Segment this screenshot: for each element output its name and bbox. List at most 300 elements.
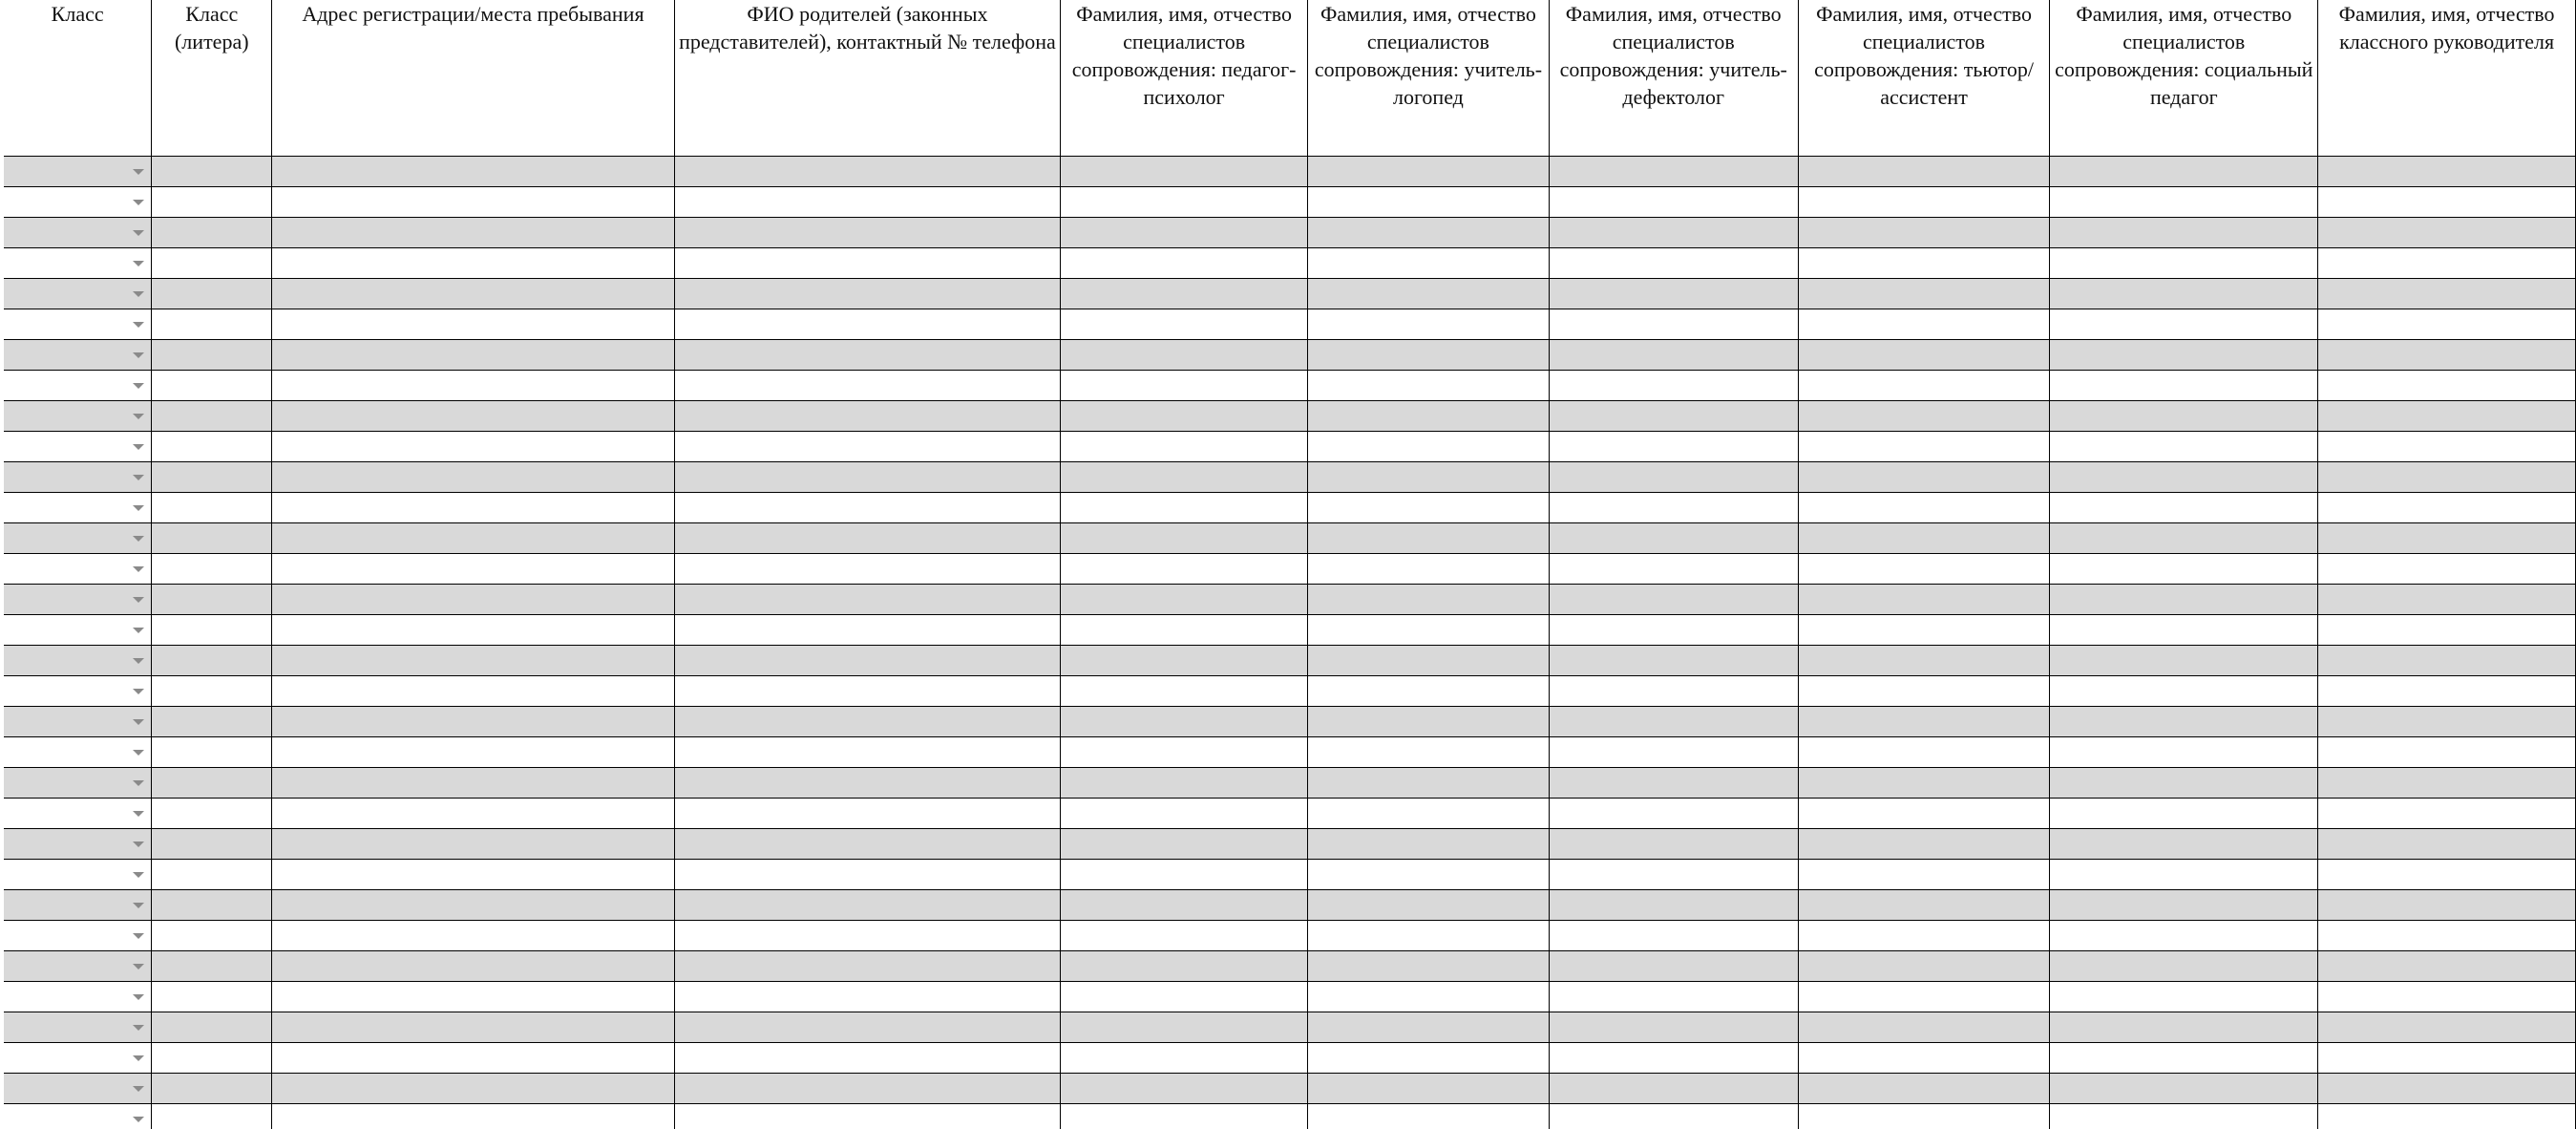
chevron-down-icon[interactable] xyxy=(133,169,144,175)
cell-address[interactable] xyxy=(272,156,674,186)
cell-defectologist[interactable] xyxy=(1549,156,1798,186)
cell-psychologist[interactable] xyxy=(1061,309,1308,339)
cell-social-pedagogue[interactable] xyxy=(2050,798,2318,828)
cell-class-letter[interactable] xyxy=(152,400,272,431)
cell-speech-therapist[interactable] xyxy=(1308,431,1550,461)
cell-social-pedagogue[interactable] xyxy=(2050,706,2318,736)
cell-speech-therapist[interactable] xyxy=(1308,522,1550,553)
cell-parents[interactable] xyxy=(674,217,1061,247)
cell-class-letter[interactable] xyxy=(152,522,272,553)
cell-address[interactable] xyxy=(272,950,674,981)
cell-address[interactable] xyxy=(272,920,674,950)
cell-class-letter[interactable] xyxy=(152,1012,272,1042)
cell-class[interactable] xyxy=(4,859,152,889)
column-header-social-pedagogue[interactable]: Фамилия, имя, отчество специалистов сопровождения: социальный педагог xyxy=(2050,0,2318,156)
cell-class-teacher[interactable] xyxy=(2318,828,2576,859)
cell-class[interactable] xyxy=(4,1042,152,1073)
cell-class[interactable] xyxy=(4,400,152,431)
column-header-defectologist[interactable]: Фамилия, имя, отчество специалистов сопровождения: учитель-дефектолог xyxy=(1549,0,1798,156)
cell-speech-therapist[interactable] xyxy=(1308,859,1550,889)
cell-psychologist[interactable] xyxy=(1061,981,1308,1012)
cell-parents[interactable] xyxy=(674,798,1061,828)
chevron-down-icon[interactable] xyxy=(133,964,144,969)
cell-parents[interactable] xyxy=(674,309,1061,339)
cell-class[interactable] xyxy=(4,614,152,645)
cell-psychologist[interactable] xyxy=(1061,675,1308,706)
cell-social-pedagogue[interactable] xyxy=(2050,339,2318,370)
cell-address[interactable] xyxy=(272,278,674,309)
chevron-down-icon[interactable] xyxy=(133,200,144,205)
cell-psychologist[interactable] xyxy=(1061,1012,1308,1042)
cell-address[interactable] xyxy=(272,1103,674,1129)
cell-class-teacher[interactable] xyxy=(2318,492,2576,522)
cell-address[interactable] xyxy=(272,614,674,645)
cell-address[interactable] xyxy=(272,828,674,859)
cell-speech-therapist[interactable] xyxy=(1308,309,1550,339)
cell-speech-therapist[interactable] xyxy=(1308,1012,1550,1042)
cell-social-pedagogue[interactable] xyxy=(2050,431,2318,461)
cell-social-pedagogue[interactable] xyxy=(2050,950,2318,981)
cell-address[interactable] xyxy=(272,217,674,247)
cell-class-teacher[interactable] xyxy=(2318,889,2576,920)
cell-address[interactable] xyxy=(272,981,674,1012)
cell-class-letter[interactable] xyxy=(152,798,272,828)
cell-tutor[interactable] xyxy=(1798,400,2050,431)
cell-tutor[interactable] xyxy=(1798,553,2050,584)
chevron-down-icon[interactable] xyxy=(133,1025,144,1031)
cell-class-letter[interactable] xyxy=(152,859,272,889)
cell-social-pedagogue[interactable] xyxy=(2050,1103,2318,1129)
cell-address[interactable] xyxy=(272,553,674,584)
cell-class-teacher[interactable] xyxy=(2318,950,2576,981)
cell-class-letter[interactable] xyxy=(152,217,272,247)
cell-speech-therapist[interactable] xyxy=(1308,1073,1550,1103)
cell-speech-therapist[interactable] xyxy=(1308,492,1550,522)
cell-parents[interactable] xyxy=(674,156,1061,186)
cell-class[interactable] xyxy=(4,431,152,461)
cell-class-letter[interactable] xyxy=(152,1073,272,1103)
cell-social-pedagogue[interactable] xyxy=(2050,920,2318,950)
cell-class[interactable] xyxy=(4,981,152,1012)
cell-tutor[interactable] xyxy=(1798,828,2050,859)
cell-psychologist[interactable] xyxy=(1061,736,1308,767)
cell-parents[interactable] xyxy=(674,889,1061,920)
chevron-down-icon[interactable] xyxy=(133,811,144,817)
cell-social-pedagogue[interactable] xyxy=(2050,1073,2318,1103)
chevron-down-icon[interactable] xyxy=(133,505,144,511)
cell-defectologist[interactable] xyxy=(1549,1103,1798,1129)
column-header-psychologist[interactable]: Фамилия, имя, отчество специалистов сопровождения: педагог-психолог xyxy=(1061,0,1308,156)
cell-parents[interactable] xyxy=(674,920,1061,950)
cell-psychologist[interactable] xyxy=(1061,186,1308,217)
chevron-down-icon[interactable] xyxy=(133,841,144,847)
cell-psychologist[interactable] xyxy=(1061,614,1308,645)
cell-class-letter[interactable] xyxy=(152,1103,272,1129)
cell-address[interactable] xyxy=(272,767,674,798)
cell-psychologist[interactable] xyxy=(1061,859,1308,889)
cell-parents[interactable] xyxy=(674,981,1061,1012)
cell-class-teacher[interactable] xyxy=(2318,156,2576,186)
cell-class-letter[interactable] xyxy=(152,247,272,278)
cell-tutor[interactable] xyxy=(1798,706,2050,736)
cell-defectologist[interactable] xyxy=(1549,767,1798,798)
cell-class[interactable] xyxy=(4,645,152,675)
cell-tutor[interactable] xyxy=(1798,309,2050,339)
cell-class-teacher[interactable] xyxy=(2318,675,2576,706)
cell-class-letter[interactable] xyxy=(152,370,272,400)
cell-tutor[interactable] xyxy=(1798,889,2050,920)
cell-social-pedagogue[interactable] xyxy=(2050,859,2318,889)
cell-speech-therapist[interactable] xyxy=(1308,950,1550,981)
cell-class-letter[interactable] xyxy=(152,889,272,920)
cell-defectologist[interactable] xyxy=(1549,981,1798,1012)
cell-tutor[interactable] xyxy=(1798,981,2050,1012)
cell-tutor[interactable] xyxy=(1798,492,2050,522)
cell-speech-therapist[interactable] xyxy=(1308,584,1550,614)
cell-class-letter[interactable] xyxy=(152,553,272,584)
cell-class-teacher[interactable] xyxy=(2318,859,2576,889)
cell-defectologist[interactable] xyxy=(1549,431,1798,461)
cell-parents[interactable] xyxy=(674,614,1061,645)
cell-class[interactable] xyxy=(4,339,152,370)
cell-class-letter[interactable] xyxy=(152,461,272,492)
cell-class[interactable] xyxy=(4,798,152,828)
cell-class[interactable] xyxy=(4,675,152,706)
cell-parents[interactable] xyxy=(674,1073,1061,1103)
chevron-down-icon[interactable] xyxy=(133,352,144,358)
cell-defectologist[interactable] xyxy=(1549,706,1798,736)
cell-social-pedagogue[interactable] xyxy=(2050,492,2318,522)
cell-class-teacher[interactable] xyxy=(2318,1042,2576,1073)
chevron-down-icon[interactable] xyxy=(133,933,144,939)
cell-class[interactable] xyxy=(4,920,152,950)
cell-address[interactable] xyxy=(272,798,674,828)
cell-class-letter[interactable] xyxy=(152,156,272,186)
cell-speech-therapist[interactable] xyxy=(1308,736,1550,767)
chevron-down-icon[interactable] xyxy=(133,566,144,572)
cell-class[interactable] xyxy=(4,522,152,553)
cell-class[interactable] xyxy=(4,553,152,584)
chevron-down-icon[interactable] xyxy=(133,1055,144,1061)
cell-defectologist[interactable] xyxy=(1549,217,1798,247)
cell-social-pedagogue[interactable] xyxy=(2050,400,2318,431)
cell-class[interactable] xyxy=(4,247,152,278)
cell-defectologist[interactable] xyxy=(1549,1042,1798,1073)
cell-class-teacher[interactable] xyxy=(2318,584,2576,614)
cell-defectologist[interactable] xyxy=(1549,400,1798,431)
cell-speech-therapist[interactable] xyxy=(1308,247,1550,278)
cell-class[interactable] xyxy=(4,217,152,247)
chevron-down-icon[interactable] xyxy=(133,444,144,450)
cell-social-pedagogue[interactable] xyxy=(2050,1042,2318,1073)
cell-class[interactable] xyxy=(4,186,152,217)
cell-defectologist[interactable] xyxy=(1549,859,1798,889)
cell-class-letter[interactable] xyxy=(152,828,272,859)
cell-tutor[interactable] xyxy=(1798,950,2050,981)
cell-psychologist[interactable] xyxy=(1061,1073,1308,1103)
cell-social-pedagogue[interactable] xyxy=(2050,645,2318,675)
cell-defectologist[interactable] xyxy=(1549,675,1798,706)
chevron-down-icon[interactable] xyxy=(133,750,144,756)
cell-psychologist[interactable] xyxy=(1061,1042,1308,1073)
cell-speech-therapist[interactable] xyxy=(1308,370,1550,400)
cell-defectologist[interactable] xyxy=(1549,339,1798,370)
cell-psychologist[interactable] xyxy=(1061,400,1308,431)
column-header-class-letter[interactable]: Класс (литера) xyxy=(152,0,272,156)
cell-defectologist[interactable] xyxy=(1549,278,1798,309)
cell-defectologist[interactable] xyxy=(1549,920,1798,950)
cell-psychologist[interactable] xyxy=(1061,553,1308,584)
cell-speech-therapist[interactable] xyxy=(1308,828,1550,859)
cell-tutor[interactable] xyxy=(1798,461,2050,492)
cell-class[interactable] xyxy=(4,1103,152,1129)
cell-speech-therapist[interactable] xyxy=(1308,553,1550,584)
cell-class-teacher[interactable] xyxy=(2318,339,2576,370)
chevron-down-icon[interactable] xyxy=(133,383,144,389)
cell-tutor[interactable] xyxy=(1798,339,2050,370)
cell-defectologist[interactable] xyxy=(1549,553,1798,584)
cell-tutor[interactable] xyxy=(1798,1073,2050,1103)
cell-defectologist[interactable] xyxy=(1549,370,1798,400)
cell-class-teacher[interactable] xyxy=(2318,186,2576,217)
cell-social-pedagogue[interactable] xyxy=(2050,309,2318,339)
cell-defectologist[interactable] xyxy=(1549,309,1798,339)
cell-class-teacher[interactable] xyxy=(2318,247,2576,278)
cell-class-teacher[interactable] xyxy=(2318,1073,2576,1103)
cell-class-letter[interactable] xyxy=(152,1042,272,1073)
cell-speech-therapist[interactable] xyxy=(1308,645,1550,675)
cell-address[interactable] xyxy=(272,736,674,767)
cell-speech-therapist[interactable] xyxy=(1308,278,1550,309)
cell-social-pedagogue[interactable] xyxy=(2050,370,2318,400)
cell-speech-therapist[interactable] xyxy=(1308,1103,1550,1129)
cell-tutor[interactable] xyxy=(1798,247,2050,278)
cell-class[interactable] xyxy=(4,584,152,614)
cell-psychologist[interactable] xyxy=(1061,431,1308,461)
cell-psychologist[interactable] xyxy=(1061,828,1308,859)
chevron-down-icon[interactable] xyxy=(133,780,144,786)
cell-class-letter[interactable] xyxy=(152,950,272,981)
cell-social-pedagogue[interactable] xyxy=(2050,614,2318,645)
chevron-down-icon[interactable] xyxy=(133,658,144,664)
cell-parents[interactable] xyxy=(674,1103,1061,1129)
cell-tutor[interactable] xyxy=(1798,217,2050,247)
cell-psychologist[interactable] xyxy=(1061,584,1308,614)
cell-address[interactable] xyxy=(272,889,674,920)
cell-tutor[interactable] xyxy=(1798,1012,2050,1042)
cell-class-letter[interactable] xyxy=(152,309,272,339)
cell-class-teacher[interactable] xyxy=(2318,736,2576,767)
cell-parents[interactable] xyxy=(674,736,1061,767)
cell-parents[interactable] xyxy=(674,950,1061,981)
cell-class[interactable] xyxy=(4,950,152,981)
cell-social-pedagogue[interactable] xyxy=(2050,981,2318,1012)
cell-class-letter[interactable] xyxy=(152,278,272,309)
cell-class-teacher[interactable] xyxy=(2318,370,2576,400)
cell-tutor[interactable] xyxy=(1798,767,2050,798)
chevron-down-icon[interactable] xyxy=(133,628,144,633)
cell-tutor[interactable] xyxy=(1798,675,2050,706)
cell-parents[interactable] xyxy=(674,370,1061,400)
cell-tutor[interactable] xyxy=(1798,522,2050,553)
cell-address[interactable] xyxy=(272,400,674,431)
cell-class-letter[interactable] xyxy=(152,736,272,767)
cell-psychologist[interactable] xyxy=(1061,370,1308,400)
cell-class-teacher[interactable] xyxy=(2318,981,2576,1012)
cell-address[interactable] xyxy=(272,186,674,217)
cell-tutor[interactable] xyxy=(1798,370,2050,400)
cell-psychologist[interactable] xyxy=(1061,278,1308,309)
cell-class-letter[interactable] xyxy=(152,767,272,798)
cell-defectologist[interactable] xyxy=(1549,828,1798,859)
cell-parents[interactable] xyxy=(674,522,1061,553)
cell-address[interactable] xyxy=(272,492,674,522)
cell-class[interactable] xyxy=(4,278,152,309)
cell-class-teacher[interactable] xyxy=(2318,278,2576,309)
cell-class[interactable] xyxy=(4,736,152,767)
cell-class-letter[interactable] xyxy=(152,706,272,736)
chevron-down-icon[interactable] xyxy=(133,261,144,266)
cell-defectologist[interactable] xyxy=(1549,584,1798,614)
cell-tutor[interactable] xyxy=(1798,431,2050,461)
cell-address[interactable] xyxy=(272,859,674,889)
cell-speech-therapist[interactable] xyxy=(1308,706,1550,736)
cell-class-teacher[interactable] xyxy=(2318,461,2576,492)
cell-psychologist[interactable] xyxy=(1061,798,1308,828)
cell-class-teacher[interactable] xyxy=(2318,400,2576,431)
cell-social-pedagogue[interactable] xyxy=(2050,675,2318,706)
cell-social-pedagogue[interactable] xyxy=(2050,1012,2318,1042)
cell-address[interactable] xyxy=(272,645,674,675)
cell-speech-therapist[interactable] xyxy=(1308,186,1550,217)
cell-class[interactable] xyxy=(4,1012,152,1042)
cell-social-pedagogue[interactable] xyxy=(2050,889,2318,920)
cell-defectologist[interactable] xyxy=(1549,1073,1798,1103)
cell-class-teacher[interactable] xyxy=(2318,1103,2576,1129)
cell-defectologist[interactable] xyxy=(1549,522,1798,553)
cell-class-letter[interactable] xyxy=(152,614,272,645)
cell-tutor[interactable] xyxy=(1798,1042,2050,1073)
cell-psychologist[interactable] xyxy=(1061,339,1308,370)
cell-class[interactable] xyxy=(4,156,152,186)
cell-speech-therapist[interactable] xyxy=(1308,400,1550,431)
cell-psychologist[interactable] xyxy=(1061,1103,1308,1129)
cell-address[interactable] xyxy=(272,584,674,614)
cell-parents[interactable] xyxy=(674,553,1061,584)
cell-class[interactable] xyxy=(4,370,152,400)
cell-defectologist[interactable] xyxy=(1549,461,1798,492)
cell-parents[interactable] xyxy=(674,859,1061,889)
cell-parents[interactable] xyxy=(674,278,1061,309)
cell-class[interactable] xyxy=(4,828,152,859)
cell-speech-therapist[interactable] xyxy=(1308,675,1550,706)
cell-address[interactable] xyxy=(272,1012,674,1042)
column-header-speech-therapist[interactable]: Фамилия, имя, отчество специалистов сопровождения: учитель-логопед xyxy=(1308,0,1550,156)
cell-defectologist[interactable] xyxy=(1549,614,1798,645)
cell-tutor[interactable] xyxy=(1798,186,2050,217)
chevron-down-icon[interactable] xyxy=(133,719,144,725)
cell-address[interactable] xyxy=(272,1073,674,1103)
cell-speech-therapist[interactable] xyxy=(1308,798,1550,828)
cell-psychologist[interactable] xyxy=(1061,247,1308,278)
chevron-down-icon[interactable] xyxy=(133,1086,144,1092)
cell-class-letter[interactable] xyxy=(152,186,272,217)
column-header-address[interactable]: Адрес регистрации/места пребывания xyxy=(272,0,674,156)
chevron-down-icon[interactable] xyxy=(133,994,144,1000)
cell-psychologist[interactable] xyxy=(1061,461,1308,492)
cell-tutor[interactable] xyxy=(1798,278,2050,309)
cell-psychologist[interactable] xyxy=(1061,522,1308,553)
chevron-down-icon[interactable] xyxy=(133,536,144,542)
cell-psychologist[interactable] xyxy=(1061,920,1308,950)
cell-speech-therapist[interactable] xyxy=(1308,889,1550,920)
cell-tutor[interactable] xyxy=(1798,156,2050,186)
cell-class[interactable] xyxy=(4,706,152,736)
cell-parents[interactable] xyxy=(674,461,1061,492)
column-header-tutor[interactable]: Фамилия, имя, отчество специалистов сопровождения: тьютор/ассистент xyxy=(1798,0,2050,156)
cell-class-teacher[interactable] xyxy=(2318,309,2576,339)
cell-tutor[interactable] xyxy=(1798,584,2050,614)
cell-tutor[interactable] xyxy=(1798,614,2050,645)
cell-parents[interactable] xyxy=(674,339,1061,370)
cell-psychologist[interactable] xyxy=(1061,645,1308,675)
cell-class-teacher[interactable] xyxy=(2318,706,2576,736)
cell-address[interactable] xyxy=(272,339,674,370)
cell-social-pedagogue[interactable] xyxy=(2050,767,2318,798)
cell-class-teacher[interactable] xyxy=(2318,920,2576,950)
cell-social-pedagogue[interactable] xyxy=(2050,278,2318,309)
cell-class[interactable] xyxy=(4,309,152,339)
cell-social-pedagogue[interactable] xyxy=(2050,247,2318,278)
cell-address[interactable] xyxy=(272,1042,674,1073)
chevron-down-icon[interactable] xyxy=(133,230,144,236)
cell-tutor[interactable] xyxy=(1798,859,2050,889)
chevron-down-icon[interactable] xyxy=(133,475,144,480)
cell-social-pedagogue[interactable] xyxy=(2050,186,2318,217)
cell-address[interactable] xyxy=(272,522,674,553)
cell-class-teacher[interactable] xyxy=(2318,767,2576,798)
cell-psychologist[interactable] xyxy=(1061,217,1308,247)
cell-address[interactable] xyxy=(272,675,674,706)
cell-parents[interactable] xyxy=(674,400,1061,431)
chevron-down-icon[interactable] xyxy=(133,689,144,694)
cell-psychologist[interactable] xyxy=(1061,767,1308,798)
cell-psychologist[interactable] xyxy=(1061,156,1308,186)
cell-class-letter[interactable] xyxy=(152,675,272,706)
cell-parents[interactable] xyxy=(674,645,1061,675)
cell-defectologist[interactable] xyxy=(1549,798,1798,828)
cell-parents[interactable] xyxy=(674,186,1061,217)
cell-psychologist[interactable] xyxy=(1061,889,1308,920)
cell-tutor[interactable] xyxy=(1798,920,2050,950)
cell-class-teacher[interactable] xyxy=(2318,431,2576,461)
cell-parents[interactable] xyxy=(674,706,1061,736)
cell-class[interactable] xyxy=(4,889,152,920)
cell-defectologist[interactable] xyxy=(1549,247,1798,278)
cell-social-pedagogue[interactable] xyxy=(2050,156,2318,186)
column-header-class[interactable]: Класс xyxy=(4,0,152,156)
cell-speech-therapist[interactable] xyxy=(1308,614,1550,645)
cell-speech-therapist[interactable] xyxy=(1308,217,1550,247)
cell-class-letter[interactable] xyxy=(152,981,272,1012)
cell-parents[interactable] xyxy=(674,1012,1061,1042)
cell-defectologist[interactable] xyxy=(1549,889,1798,920)
cell-parents[interactable] xyxy=(674,492,1061,522)
cell-tutor[interactable] xyxy=(1798,736,2050,767)
chevron-down-icon[interactable] xyxy=(133,414,144,419)
cell-class[interactable] xyxy=(4,492,152,522)
cell-class-teacher[interactable] xyxy=(2318,614,2576,645)
